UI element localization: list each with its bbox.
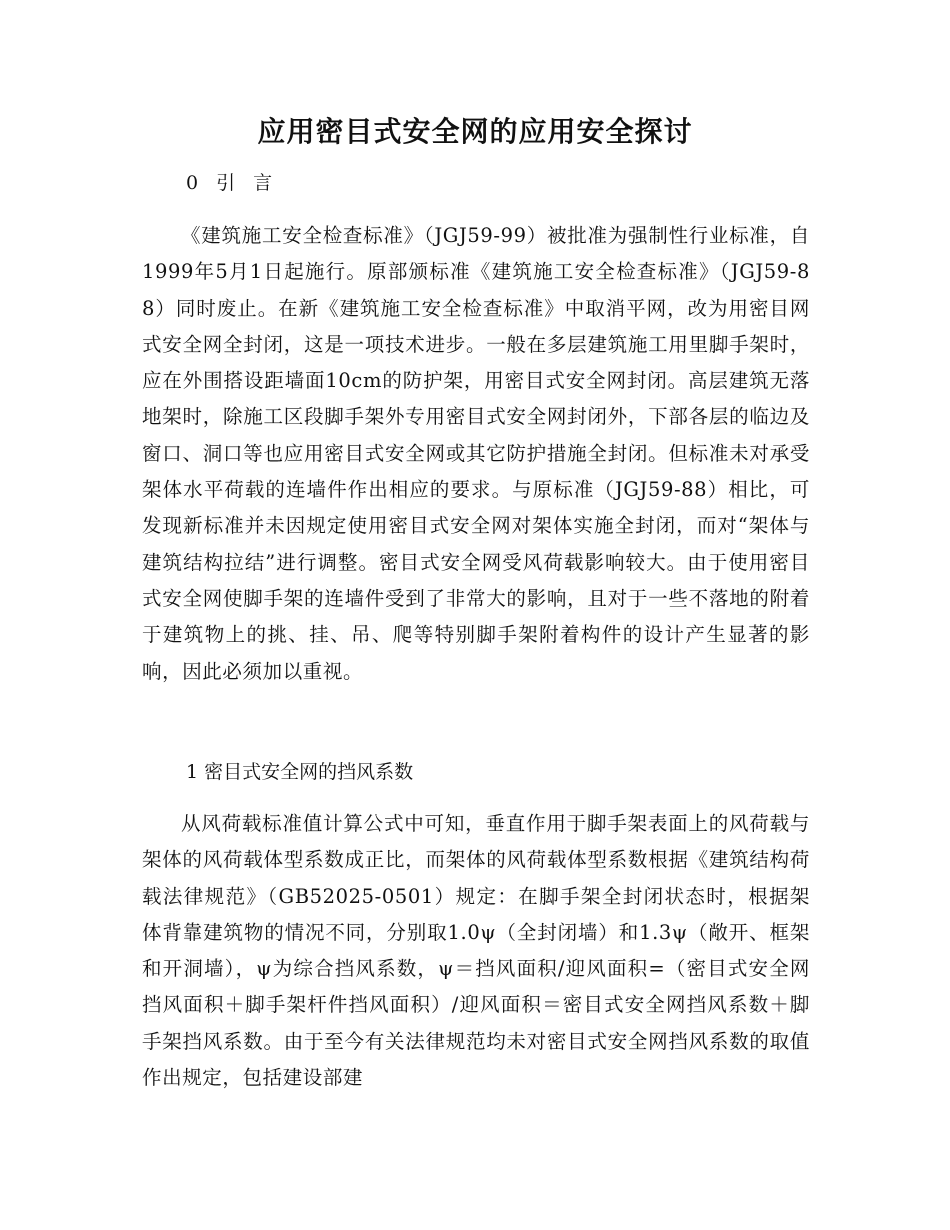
section-heading-wind-coefficient: 1 密目式安全网的挡风系数 <box>186 761 414 783</box>
wind-coefficient-paragraph: 从风荷载标准值计算公式中可知，垂直作用于脚手架表面上的风荷载与架体的风荷载体型系数成正比，而架体的风荷载体型系数根据《建筑结构荷载法律规范》（GB52025-0501）规定：在脚手架全封闭状态时，根据架体背靠建筑物的情况不同，分别取1.0ψ（全封闭墙）和1.3ψ（敞开、框架和开洞墙），ψ为综合挡风系数，ψ＝挡风面积/迎风面积=（密目式安全网挡风面积＋脚手架杆件挡风面积）/迎风面积＝密目式安全网挡风系数＋脚手架挡风系数。由于至今有关法律规范均未对密目式安全网挡风系数的取值作出规定，包括建设部建 <box>142 812 810 1090</box>
section-heading-introduction: 0 引 言 <box>186 172 279 194</box>
introduction-paragraph: 《建筑施工安全检查标准》（JGJ59-99）被批准为强制性行业标准，自1999年5月1日起施行。原部颁标准《建筑施工安全检查标准》（JGJ59-88）同时废止。在新《建筑施工安全检查标准》中取消平网，改为用密目网式安全网全封闭，这是一项技术进步。一般在多层建筑施工用里脚手架时，应在外围搭设距墙面10cm的防护架，用密目式安全网封闭。高层建筑无落地架时，除施工区段脚手架外专用密目式安全网封闭外，下部各层的临边及窗口、洞口等也应用密目式安全网或其它防护措施全封闭。但标准未对承受架体水平荷载的连墙件作出相应的要求。与原标准（JGJ59-88）相比，可发现新标准并未因规定使用密目式安全网对架体实施全封闭，而对“架体与建筑结构拉结”进行调整。密目式安全网受风荷载影响较大。由于使用密目式安全网使脚手架的连墙件受到了非常大的影响，且对于一些不落地的附着于建筑物上的挑、挂、吊、爬等特别脚手架附着构件的设计产生显著的影响，因此必须加以重视。 <box>142 224 810 683</box>
document-title: 应用密目式安全网的应用安全探讨 <box>257 115 693 148</box>
